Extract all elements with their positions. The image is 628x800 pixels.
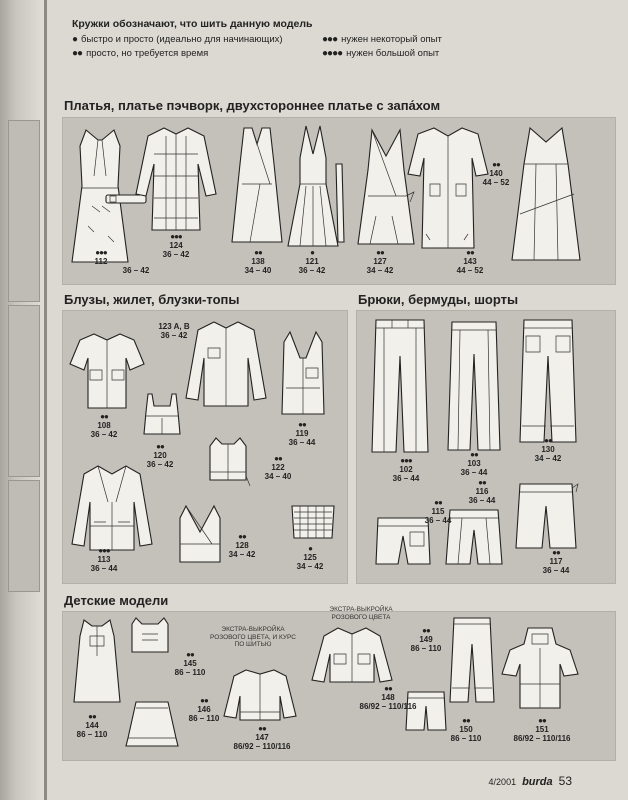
model-123-label	[154, 322, 194, 340]
difficulty-dots: ●●	[186, 650, 194, 659]
dress-140-drawing	[406, 124, 490, 254]
difficulty-dots: ●●	[72, 48, 83, 59]
model-120-label	[140, 442, 180, 469]
model-117-label	[536, 548, 576, 575]
difficulty-dots: ●●	[238, 532, 246, 541]
model-115-label	[418, 498, 458, 525]
page-edge	[44, 0, 47, 800]
difficulty-dots: ●●	[376, 248, 384, 257]
model-size: 34 – 40	[264, 472, 292, 481]
model-size: 36 – 44	[460, 468, 488, 477]
model-number: 140	[489, 169, 503, 178]
model-122-label	[258, 454, 298, 481]
difficulty-dots: ●●	[462, 716, 470, 725]
model-size: 86 – 110	[174, 668, 206, 677]
trousers-149-drawing	[448, 614, 496, 706]
difficulty-dots: ●●	[298, 420, 306, 429]
difficulty-dots: ●●	[200, 696, 208, 705]
model-size: 36 – 44	[288, 438, 316, 447]
model-127-label	[358, 248, 402, 275]
left-page-fragment	[8, 305, 40, 477]
section-title-kids: Детские модели	[64, 593, 169, 608]
difficulty-dots: ●●	[544, 436, 552, 445]
model-119-label	[282, 420, 322, 447]
legend-item	[72, 34, 322, 45]
model-size: 36 – 42	[146, 460, 174, 469]
difficulty-dots: ●	[308, 544, 312, 553]
section-title-trousers: Брюки, бермуды, шорты	[358, 292, 519, 307]
dress-143-drawing	[510, 124, 582, 264]
model-size: 34 – 42	[296, 562, 324, 571]
model-size: 86 – 110	[76, 730, 108, 739]
model-number: 130	[541, 445, 555, 454]
model-number: 117	[549, 557, 563, 566]
model-size: 86 – 110	[410, 644, 442, 653]
hoodie-151-drawing	[500, 624, 580, 712]
extra-pattern-note-147: ЭКСТРА-ВЫКРОЙКА РОЗОВОГО ЦВЕТА, И КУРС ПО ШИТЬЮ	[210, 626, 296, 648]
model-103-label	[454, 450, 494, 477]
dress-138-drawing	[230, 124, 284, 246]
blouse-108-drawing	[68, 330, 146, 412]
model-108-label	[86, 412, 122, 439]
difficulty-dots: ●●	[88, 712, 96, 721]
model-number: 150	[459, 725, 473, 734]
difficulty-dots: ●●	[552, 548, 560, 557]
difficulty-dots: ●●	[274, 454, 282, 463]
page-number: 53	[558, 774, 572, 788]
difficulty-dots: ●●	[254, 248, 262, 257]
difficulty-dots: ●●	[384, 684, 392, 693]
difficulty-dots: ●	[310, 248, 314, 257]
top-120-drawing	[140, 392, 184, 438]
model-size: 86/92 – 110/116	[359, 702, 417, 711]
model-147-label	[226, 724, 298, 751]
model-113-label	[86, 546, 122, 573]
model-size: 36 – 42	[160, 331, 188, 340]
difficulty-dots: ●●	[258, 724, 266, 733]
model-number: 123 A, B	[158, 322, 190, 331]
model-116-label	[464, 478, 500, 505]
jacket-148-drawing	[310, 624, 394, 686]
model-number: 151	[535, 725, 549, 734]
model-number: 115	[431, 507, 445, 516]
model-145-label	[170, 650, 210, 677]
model-size: 36 – 44	[424, 516, 452, 525]
brand-name: burda	[522, 776, 553, 788]
left-page-fragment	[8, 120, 40, 302]
legend-text: нужен большой опыт	[346, 48, 440, 59]
difficulty-legend	[72, 18, 552, 59]
section-title-blouses: Блузы, жилет, блузки-топы	[64, 292, 240, 307]
difficulty-dots: ●●	[478, 478, 486, 487]
model-number: 124	[169, 241, 183, 250]
model-number: 138	[251, 257, 265, 266]
model-140-label	[476, 160, 516, 187]
difficulty-dots: ●●	[492, 160, 500, 169]
model-size: 36 – 42	[162, 250, 190, 259]
model-128-label	[222, 532, 262, 559]
model-size: 86 – 110	[450, 734, 482, 743]
top-125-drawing	[290, 502, 336, 542]
difficulty-dots: ●●	[470, 450, 478, 459]
issue-number: 4/2001	[488, 777, 517, 787]
model-138-label	[236, 248, 280, 275]
model-146-label	[184, 696, 224, 723]
model-size: 34 – 42	[366, 266, 394, 275]
model-size: 44 – 52	[482, 178, 510, 187]
model-size: 34 – 42	[534, 454, 562, 463]
difficulty-dots: ●	[72, 34, 78, 45]
model-124-label	[156, 232, 196, 259]
model-size: 36 – 44	[90, 564, 118, 573]
dress-124-drawing	[134, 124, 218, 234]
model-size: 86 – 110	[188, 714, 220, 723]
model-number: 113	[97, 555, 111, 564]
model-number: 149	[419, 635, 433, 644]
model-size: 36 – 44	[392, 474, 420, 483]
skirt-146-drawing	[124, 698, 180, 750]
model-number: 122	[271, 463, 285, 472]
difficulty-dots: ●●	[538, 716, 546, 725]
model-number: 119	[295, 429, 309, 438]
model-144-label	[72, 712, 112, 739]
top-128-drawing	[176, 504, 224, 566]
trousers-130-drawing	[518, 316, 578, 446]
jacket-113-drawing	[68, 462, 156, 554]
model-number: 145	[183, 659, 197, 668]
model-size: 34 – 40	[244, 266, 272, 275]
model-size: 86/92 – 110/116	[233, 742, 291, 751]
model-number: 144	[85, 721, 99, 730]
left-page-fragment	[8, 480, 40, 592]
bermuda-117-drawing	[514, 480, 580, 552]
model-150-label	[446, 716, 486, 743]
model-number: 121	[305, 257, 319, 266]
model-number: 146	[197, 705, 211, 714]
model-size: 44 – 52	[456, 266, 484, 275]
model-121-label	[290, 248, 334, 275]
difficulty-dots: ●●	[434, 498, 442, 507]
model-number: 102	[399, 465, 413, 474]
model-number: 147	[255, 733, 269, 742]
legend-text: нужен некоторый опыт	[341, 34, 442, 45]
model-148-label	[352, 684, 424, 711]
model-size: 36 – 42	[90, 430, 118, 439]
model-number: 143	[463, 257, 477, 266]
difficulty-dots: ●●●	[400, 456, 412, 465]
model-number: 148	[381, 693, 395, 702]
legend-text: просто, но требуется время	[86, 48, 209, 59]
model-number: 127	[373, 257, 387, 266]
model-112-label	[86, 248, 116, 266]
model-number: 125	[303, 553, 317, 562]
jacket-147-drawing	[222, 666, 298, 724]
model-130-label	[530, 436, 566, 463]
model-112-size: 36 – 42	[122, 266, 150, 275]
difficulty-dots: ●●	[466, 248, 474, 257]
tie-belt-drawing	[330, 162, 352, 246]
difficulty-dots: ●●●	[322, 34, 338, 45]
model-size: 34 – 42	[228, 550, 256, 559]
model-125-label	[290, 544, 330, 571]
model-number: 116	[475, 487, 489, 496]
page-footer	[489, 774, 572, 788]
legend-text: быстро и просто (идеально для начинающих)	[81, 34, 283, 45]
blouse-123-drawing	[184, 318, 268, 410]
model-number: 108	[97, 421, 111, 430]
difficulty-dots: ●●●	[98, 546, 110, 555]
top-122-drawing	[204, 436, 252, 484]
legend-item	[322, 48, 552, 59]
dress-144-drawing	[72, 616, 122, 706]
difficulty-dots: ●●	[156, 442, 164, 451]
legend-item	[72, 48, 322, 59]
model-size: 86/92 – 110/116	[513, 734, 571, 743]
difficulty-dots: ●●	[100, 412, 108, 421]
model-size: 36 – 42	[298, 266, 326, 275]
difficulty-dots: ●●	[422, 626, 430, 635]
vest-119-drawing	[280, 328, 326, 418]
trousers-102-drawing	[370, 316, 430, 456]
model-number: 128	[235, 541, 249, 550]
model-151-label	[506, 716, 578, 743]
difficulty-dots: ●●●●	[322, 48, 343, 59]
model-143-label	[448, 248, 492, 275]
model-149-label	[406, 626, 446, 653]
section-title-dresses: Платья, платье пэчворк, двухстороннее платье с запа́хом	[64, 98, 441, 113]
legend-title: Кружки обозначают, что шить данную модель	[72, 18, 313, 30]
model-size: 36 – 44	[542, 566, 570, 575]
difficulty-dots: ●●●	[170, 232, 182, 241]
model-number: 103	[467, 459, 481, 468]
model-number: 120	[153, 451, 167, 460]
extra-pattern-note-148: ЭКСТРА-ВЫКРОЙКА РОЗОВОГО ЦВЕТА	[329, 606, 393, 621]
top-145-drawing	[128, 616, 172, 656]
model-102-label	[388, 456, 424, 483]
trousers-103-drawing	[446, 318, 502, 454]
model-size: 36 – 44	[468, 496, 496, 505]
model-number: 112	[94, 257, 108, 266]
difficulty-dots: ●●●	[95, 248, 107, 257]
legend-item	[322, 34, 552, 45]
